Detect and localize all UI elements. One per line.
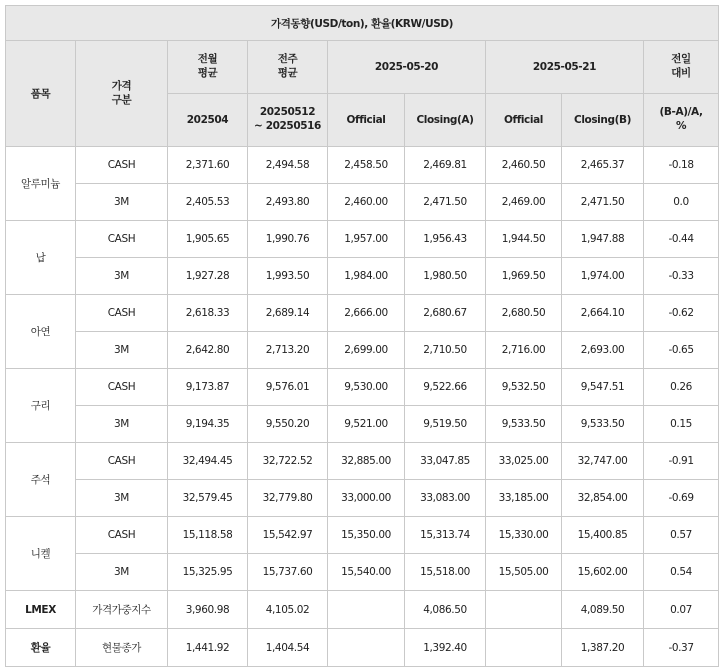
price-type-cell: CASH <box>76 369 168 406</box>
prev-week-cell: 1,404.54 <box>248 629 328 667</box>
closing-a-cell: 2,710.50 <box>405 332 486 369</box>
official-b-cell: 9,532.50 <box>486 369 562 406</box>
official-a-cell <box>328 591 405 629</box>
price-type-cell: CASH <box>76 147 168 184</box>
price-type-cell: CASH <box>76 221 168 258</box>
prev-month-cell: 32,494.45 <box>168 443 248 480</box>
price-type-cell: 3M <box>76 258 168 295</box>
prev-month-cell: 2,642.80 <box>168 332 248 369</box>
prev-week-cell: 2,494.58 <box>248 147 328 184</box>
closing-a-cell: 1,980.50 <box>405 258 486 295</box>
official-b-cell <box>486 629 562 667</box>
table-row <box>6 629 719 667</box>
closing-a-cell: 9,522.66 <box>405 369 486 406</box>
table-row <box>6 517 719 554</box>
official-b-cell: 2,469.00 <box>486 184 562 221</box>
header-item: 품목 <box>6 41 76 147</box>
prev-week-cell: 2,689.14 <box>248 295 328 332</box>
closing-a-cell: 33,083.00 <box>405 480 486 517</box>
closing-b-cell: 32,747.00 <box>562 443 644 480</box>
closing-b-cell: 1,947.88 <box>562 221 644 258</box>
closing-b-cell: 1,974.00 <box>562 258 644 295</box>
header-change-formula <box>644 94 719 147</box>
price-type-cell: CASH <box>76 517 168 554</box>
header-change-formula-line1: (B-A)/A, <box>659 106 703 119</box>
change-cell: -0.69 <box>644 480 719 517</box>
closing-a-cell: 1,392.40 <box>405 629 486 667</box>
official-b-cell: 1,944.50 <box>486 221 562 258</box>
closing-b-cell: 2,465.37 <box>562 147 644 184</box>
closing-b-cell: 15,602.00 <box>562 554 644 591</box>
prev-month-cell: 2,371.60 <box>168 147 248 184</box>
table-row <box>6 554 719 591</box>
change-cell: -0.62 <box>644 295 719 332</box>
closing-b-cell: 9,533.50 <box>562 406 644 443</box>
closing-b-cell: 4,089.50 <box>562 591 644 629</box>
closing-a-cell: 9,519.50 <box>405 406 486 443</box>
header-prev-month <box>168 41 248 94</box>
table-row <box>6 369 719 406</box>
prev-month-cell: 32,579.45 <box>168 480 248 517</box>
prev-week-cell: 32,779.80 <box>248 480 328 517</box>
change-cell: -0.18 <box>644 147 719 184</box>
official-b-cell: 33,025.00 <box>486 443 562 480</box>
price-type-cell: 3M <box>76 184 168 221</box>
official-b-cell: 2,680.50 <box>486 295 562 332</box>
header-prev-week-line2: 평균 <box>277 67 298 79</box>
price-type-cell: 3M <box>76 554 168 591</box>
closing-b-cell: 9,547.51 <box>562 369 644 406</box>
closing-a-cell: 2,469.81 <box>405 147 486 184</box>
price-type-cell: 현물종가 <box>76 629 168 667</box>
prev-week-cell: 4,105.02 <box>248 591 328 629</box>
table-row <box>6 258 719 295</box>
price-type-cell: 3M <box>76 332 168 369</box>
change-cell: -0.44 <box>644 221 719 258</box>
header-change-formula-line2: % <box>675 120 687 132</box>
header-price-type-line1: 가격 <box>111 79 132 92</box>
official-a-cell: 33,000.00 <box>328 480 405 517</box>
change-cell: -0.65 <box>644 332 719 369</box>
official-b-cell: 15,330.00 <box>486 517 562 554</box>
closing-a-cell: 33,047.85 <box>405 443 486 480</box>
header-change-line2: 대비 <box>671 67 691 79</box>
metal-name-cell: 주석 <box>6 443 76 517</box>
change-cell: -0.37 <box>644 629 719 667</box>
table-row <box>6 147 719 184</box>
item-name-cell: LMEX <box>6 591 76 629</box>
table-row <box>6 332 719 369</box>
price-table-container <box>5 5 718 667</box>
change-cell: 0.54 <box>644 554 719 591</box>
closing-b-cell: 32,854.00 <box>562 480 644 517</box>
price-type-cell: 가격가중지수 <box>76 591 168 629</box>
price-type-cell: 3M <box>76 406 168 443</box>
header-prev-month-period: 202504 <box>168 94 248 147</box>
official-a-cell: 2,460.00 <box>328 184 405 221</box>
prev-month-cell: 1,441.92 <box>168 629 248 667</box>
prev-month-cell: 15,325.95 <box>168 554 248 591</box>
prev-month-cell: 1,905.65 <box>168 221 248 258</box>
prev-month-cell: 1,927.28 <box>168 258 248 295</box>
price-type-cell: CASH <box>76 295 168 332</box>
header-change-line1: 전일 <box>671 53 691 66</box>
closing-a-cell: 2,471.50 <box>405 184 486 221</box>
closing-b-cell: 2,693.00 <box>562 332 644 369</box>
header-closing-b: Closing(B) <box>562 94 644 147</box>
table-row <box>6 480 719 517</box>
official-b-cell: 15,505.00 <box>486 554 562 591</box>
prev-month-cell: 9,194.35 <box>168 406 248 443</box>
official-a-cell: 32,885.00 <box>328 443 405 480</box>
closing-a-cell: 1,956.43 <box>405 221 486 258</box>
prev-month-cell: 2,618.33 <box>168 295 248 332</box>
official-a-cell: 1,984.00 <box>328 258 405 295</box>
table-title: 가격동향(USD/ton), 환율(KRW/USD) <box>6 6 719 41</box>
closing-b-cell: 2,471.50 <box>562 184 644 221</box>
header-closing-a: Closing(A) <box>405 94 486 147</box>
official-b-cell: 9,533.50 <box>486 406 562 443</box>
table-row <box>6 295 719 332</box>
header-date-b: 2025-05-21 <box>486 41 644 94</box>
change-cell: 0.57 <box>644 517 719 554</box>
header-prev-month-line1: 전월 <box>197 53 218 66</box>
metal-name-cell: 납 <box>6 221 76 295</box>
header-official-a: Official <box>328 94 405 147</box>
closing-b-cell: 15,400.85 <box>562 517 644 554</box>
header-date-a: 2025-05-20 <box>328 41 486 94</box>
closing-a-cell: 15,518.00 <box>405 554 486 591</box>
closing-b-cell: 1,387.20 <box>562 629 644 667</box>
prev-week-cell: 32,722.52 <box>248 443 328 480</box>
metal-name-cell: 구리 <box>6 369 76 443</box>
price-trend-table <box>5 5 719 667</box>
prev-week-cell: 2,713.20 <box>248 332 328 369</box>
official-a-cell: 2,458.50 <box>328 147 405 184</box>
header-official-b: Official <box>486 94 562 147</box>
closing-a-cell: 4,086.50 <box>405 591 486 629</box>
official-b-cell <box>486 591 562 629</box>
change-cell: 0.15 <box>644 406 719 443</box>
closing-b-cell: 2,664.10 <box>562 295 644 332</box>
official-b-cell: 1,969.50 <box>486 258 562 295</box>
change-cell: 0.0 <box>644 184 719 221</box>
table-row <box>6 591 719 629</box>
change-cell: 0.07 <box>644 591 719 629</box>
prev-week-cell: 1,993.50 <box>248 258 328 295</box>
metal-name-cell: 니켈 <box>6 517 76 591</box>
header-change <box>644 41 719 94</box>
price-type-cell: 3M <box>76 480 168 517</box>
official-a-cell: 15,540.00 <box>328 554 405 591</box>
official-a-cell: 1,957.00 <box>328 221 405 258</box>
prev-week-cell: 9,576.01 <box>248 369 328 406</box>
header-prev-week <box>248 41 328 94</box>
header-prev-month-line2: 평균 <box>197 67 218 79</box>
header-prev-week-period-line2: ~ 20250516 <box>254 120 321 132</box>
prev-week-cell: 15,542.97 <box>248 517 328 554</box>
prev-week-cell: 15,737.60 <box>248 554 328 591</box>
price-type-cell: CASH <box>76 443 168 480</box>
header-prev-week-period-line1: 20250512 <box>259 106 316 119</box>
change-cell: 0.26 <box>644 369 719 406</box>
official-a-cell: 2,699.00 <box>328 332 405 369</box>
metal-name-cell: 알루미늄 <box>6 147 76 221</box>
table-row <box>6 443 719 480</box>
table-row <box>6 221 719 258</box>
change-cell: -0.33 <box>644 258 719 295</box>
official-b-cell: 2,716.00 <box>486 332 562 369</box>
item-name-cell: 환율 <box>6 629 76 667</box>
official-a-cell: 2,666.00 <box>328 295 405 332</box>
table-row <box>6 406 719 443</box>
official-a-cell: 9,521.00 <box>328 406 405 443</box>
official-a-cell: 9,530.00 <box>328 369 405 406</box>
prev-week-cell: 9,550.20 <box>248 406 328 443</box>
prev-week-cell: 2,493.80 <box>248 184 328 221</box>
header-price-type <box>76 41 168 147</box>
official-b-cell: 2,460.50 <box>486 147 562 184</box>
closing-a-cell: 2,680.67 <box>405 295 486 332</box>
official-b-cell: 33,185.00 <box>486 480 562 517</box>
prev-month-cell: 3,960.98 <box>168 591 248 629</box>
table-row <box>6 184 719 221</box>
official-a-cell: 15,350.00 <box>328 517 405 554</box>
prev-month-cell: 15,118.58 <box>168 517 248 554</box>
change-cell: -0.91 <box>644 443 719 480</box>
header-price-type-line2: 구분 <box>111 93 132 106</box>
header-prev-week-line1: 전주 <box>277 53 298 66</box>
prev-month-cell: 2,405.53 <box>168 184 248 221</box>
header-prev-week-period <box>248 94 328 147</box>
closing-a-cell: 15,313.74 <box>405 517 486 554</box>
metal-name-cell: 아연 <box>6 295 76 369</box>
prev-week-cell: 1,990.76 <box>248 221 328 258</box>
official-a-cell <box>328 629 405 667</box>
prev-month-cell: 9,173.87 <box>168 369 248 406</box>
